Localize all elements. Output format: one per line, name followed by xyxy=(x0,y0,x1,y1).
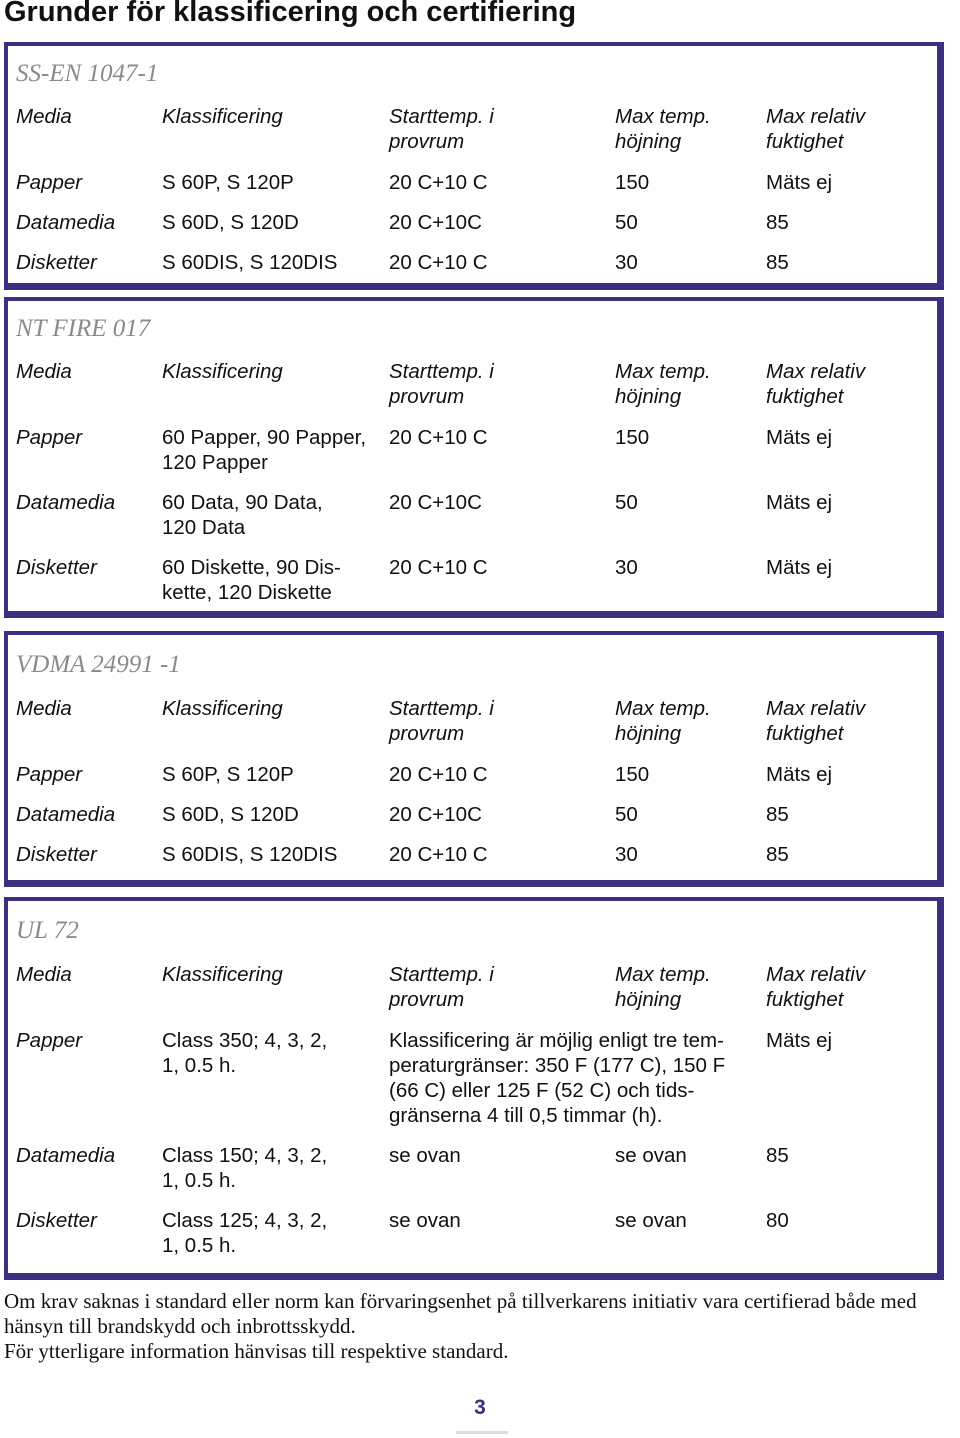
row-klassificering: S 60DIS, S 120DIS xyxy=(162,843,338,866)
header-media: Media xyxy=(16,105,72,128)
row-media: Papper xyxy=(16,171,83,194)
row-max-fukt: 85 xyxy=(766,803,789,826)
footer-note xyxy=(4,1289,956,1364)
header-klassificering: Klassificering xyxy=(162,697,283,720)
header-media: Media xyxy=(16,963,72,986)
row-starttemp: 20 C+10C xyxy=(389,211,482,234)
row-klassificering: 60 Papper, 90 Papper, 120 Papper xyxy=(162,426,367,474)
row-klassificering: Class 350; 4, 3, 2, 1, 0.5 h. xyxy=(162,1029,328,1077)
row-max-fukt: Mäts ej xyxy=(766,491,833,514)
header-max-fukt: Max relativ fuktighet xyxy=(766,360,866,408)
row-klassificering: S 60P, S 120P xyxy=(162,763,294,786)
page-number: 3 xyxy=(474,1396,486,1419)
row-media: Datamedia xyxy=(16,491,116,514)
section-title: VDMA 24991 -1 xyxy=(16,651,181,678)
header-max-temp: Max temp. höjning xyxy=(615,105,711,153)
section-ul-72 xyxy=(4,897,944,1280)
row-max-fukt: 85 xyxy=(766,843,789,866)
page-title: Grunder för klassificering och certifiering xyxy=(4,0,577,28)
row-media: Papper xyxy=(16,426,83,449)
row-max-fukt: Mäts ej xyxy=(766,1029,833,1052)
footer-line-1: Om krav saknas i standard eller norm kan förvaringsenhet på tillverkarens initiativ vara certifierad både med hänsyn till brandskydd och inbrottsskydd. xyxy=(4,1289,917,1338)
row-max-temp: 150 xyxy=(615,171,650,194)
header-klassificering: Klassificering xyxy=(162,105,283,128)
row-max-temp: se ovan xyxy=(615,1144,687,1167)
header-starttemp: Starttemp. i provrum xyxy=(389,697,494,745)
row-starttemp: 20 C+10 C xyxy=(389,556,488,579)
row-starttemp: 20 C+10 C xyxy=(389,843,488,866)
header-max-fukt: Max relativ fuktighet xyxy=(766,963,866,1011)
row-klassificering: 60 Data, 90 Data, 120 Data xyxy=(162,491,323,539)
row-media: Datamedia xyxy=(16,803,116,826)
row-starttemp: se ovan xyxy=(389,1144,461,1167)
row-media: Disketter xyxy=(16,556,97,579)
row-starttemp: 20 C+10C xyxy=(389,803,482,826)
row-max-fukt: 85 xyxy=(766,1144,789,1167)
row-media: Disketter xyxy=(16,843,97,866)
row-max-temp: se ovan xyxy=(615,1209,687,1232)
row-max-temp: 50 xyxy=(615,211,638,234)
row-media: Disketter xyxy=(16,251,97,274)
row-max-fukt: Mäts ej xyxy=(766,171,833,194)
header-klassificering: Klassificering xyxy=(162,963,283,986)
header-media: Media xyxy=(16,697,72,720)
header-max-fukt: Max relativ fuktighet xyxy=(766,105,866,153)
row-starttemp: 20 C+10 C xyxy=(389,251,488,274)
header-max-temp: Max temp. höjning xyxy=(615,697,711,745)
row-klassificering: Class 150; 4, 3, 2, 1, 0.5 h. xyxy=(162,1144,328,1192)
section-title: SS-EN 1047-1 xyxy=(16,60,159,87)
row-max-fukt: 85 xyxy=(766,251,789,274)
row-max-temp: 150 xyxy=(615,763,650,786)
row-max-temp: 50 xyxy=(615,803,638,826)
section-ss-en-1047-1 xyxy=(4,42,944,290)
section-title: UL 72 xyxy=(16,917,79,944)
row-media: Datamedia xyxy=(16,211,116,234)
row-klassificering: S 60D, S 120D xyxy=(162,211,299,234)
header-max-temp: Max temp. höjning xyxy=(615,963,711,1011)
row-max-temp: 30 xyxy=(615,556,638,579)
row-media: Disketter xyxy=(16,1209,97,1232)
row-klassificering: S 60D, S 120D xyxy=(162,803,299,826)
row-starttemp: 20 C+10 C xyxy=(389,763,488,786)
row-klassificering: S 60P, S 120P xyxy=(162,171,294,194)
row-klassificering: Class 125; 4, 3, 2, 1, 0.5 h. xyxy=(162,1209,328,1257)
header-max-fukt: Max relativ fuktighet xyxy=(766,697,866,745)
row-max-temp: 150 xyxy=(615,426,650,449)
section-title: NT FIRE 017 xyxy=(16,315,151,342)
header-media: Media xyxy=(16,360,72,383)
row-max-temp: 30 xyxy=(615,251,638,274)
header-starttemp: Starttemp. i provrum xyxy=(389,360,494,408)
row-starttemp-note: Klassificering är möjlig enligt tre tem- peraturgränser: 350 F (177 C), 150 F (66 C) eller 125 F (52 C) och tids- gränserna 4 till 0,5 timmar (h). xyxy=(389,1029,726,1127)
row-max-fukt: Mäts ej xyxy=(766,763,833,786)
header-starttemp: Starttemp. i provrum xyxy=(389,963,494,1011)
row-media: Papper xyxy=(16,1029,83,1052)
header-klassificering: Klassificering xyxy=(162,360,283,383)
row-starttemp: 20 C+10C xyxy=(389,491,482,514)
row-media: Papper xyxy=(16,763,83,786)
page-number-rule xyxy=(456,1431,508,1434)
section-nt-fire-017 xyxy=(4,297,944,618)
header-max-temp: Max temp. höjning xyxy=(615,360,711,408)
row-max-fukt: Mäts ej xyxy=(766,426,833,449)
row-starttemp: se ovan xyxy=(389,1209,461,1232)
footer-line-2: För ytterligare information hänvisas till respektive standard. xyxy=(4,1339,509,1363)
row-starttemp: 20 C+10 C xyxy=(389,171,488,194)
section-vdma-24991-1 xyxy=(4,631,944,887)
row-max-fukt: 85 xyxy=(766,211,789,234)
row-media: Datamedia xyxy=(16,1144,116,1167)
row-max-fukt: 80 xyxy=(766,1209,789,1232)
header-starttemp: Starttemp. i provrum xyxy=(389,105,494,153)
row-klassificering: 60 Diskette, 90 Dis- kette, 120 Diskette xyxy=(162,556,341,604)
row-klassificering: S 60DIS, S 120DIS xyxy=(162,251,338,274)
row-max-fukt: Mäts ej xyxy=(766,556,833,579)
row-max-temp: 30 xyxy=(615,843,638,866)
row-max-temp: 50 xyxy=(615,491,638,514)
row-starttemp: 20 C+10 C xyxy=(389,426,488,449)
